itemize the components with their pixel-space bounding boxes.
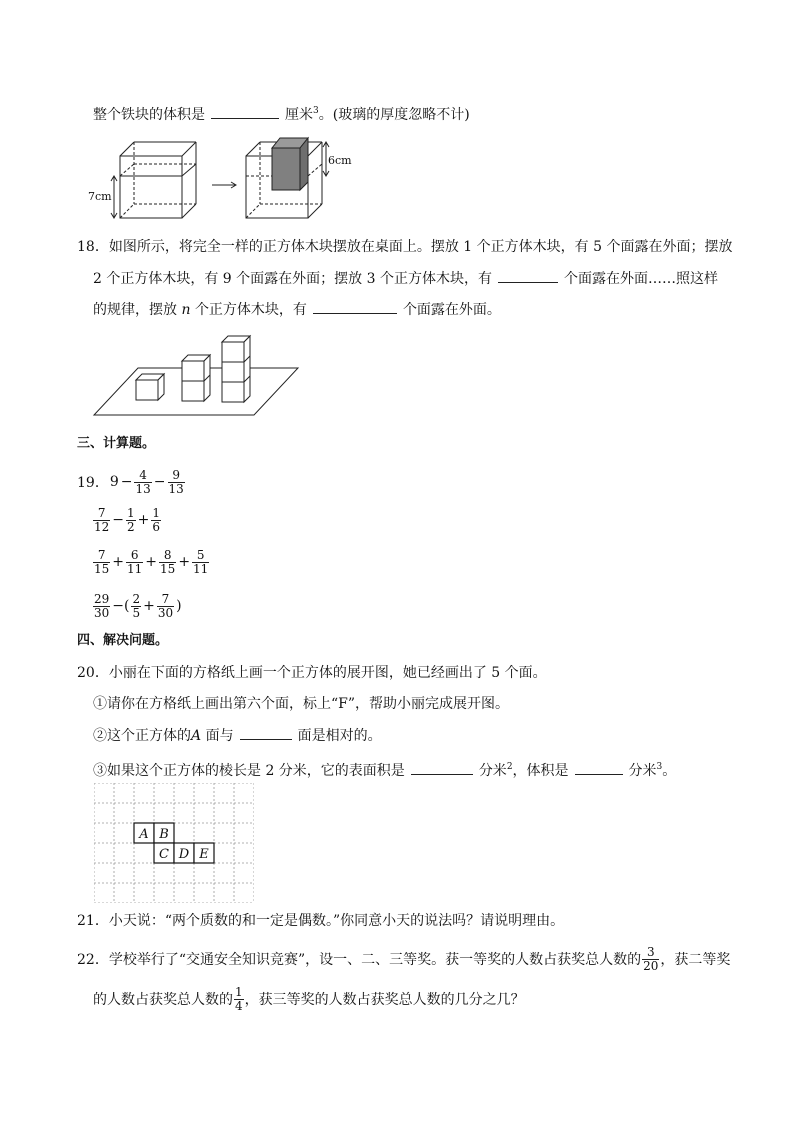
- q20-sub1: ①请你在方格纸上画出第六个面，标上“F”，帮助小丽完成展开图。: [93, 696, 510, 712]
- fraction: $\frac{5}{11}$: [193, 547, 209, 576]
- fraction: $\frac{6}{11}$: [127, 547, 143, 576]
- face-c-label: C: [159, 847, 169, 862]
- fraction: $\frac{7}{30}$: [157, 591, 174, 620]
- q17-prefix: 整个铁块的体积是: [93, 107, 205, 123]
- q22-line2: 的人数占获奖总人数的 $\frac{1}{4}$ ，获三等奖的人数占获奖总人数的几分之几？: [93, 984, 525, 1013]
- q21-text: 21．小天说：“两个质数的和一定是偶数。”你同意小天的说法吗？请说明理由。: [77, 913, 565, 929]
- q19-expr-4: $\frac{29}{30}$ −( $\frac{2}{5}$ + $\frac{7}{30}$ ): [94, 591, 182, 620]
- face-e-label: E: [199, 847, 209, 862]
- fraction: $\frac{4}{13}$: [135, 467, 151, 496]
- q20-answer-blank-1[interactable]: [240, 725, 292, 740]
- fraction: $\frac{3}{20}$: [643, 944, 659, 973]
- q18-answer-blank-2[interactable]: [313, 299, 397, 314]
- q20-sub2: ②这个正方体的A 面与 面是相对的。: [93, 725, 382, 746]
- fraction: $\frac{8}{15}$: [160, 547, 176, 576]
- q17-answer-blank[interactable]: [211, 104, 279, 119]
- label-6cm: 6cm: [328, 154, 352, 167]
- face-a-label: A: [139, 827, 149, 842]
- fraction: $\frac{2}{5}$: [132, 591, 141, 620]
- q19-expr-2: $\frac{7}{12}$ − $\frac{1}{2}$ + $\frac{1}{6}$: [94, 505, 161, 534]
- fraction: $\frac{1}{4}$: [235, 984, 243, 1013]
- face-d-label: D: [178, 847, 190, 862]
- q17-glass-cube-figure: [86, 136, 366, 224]
- fraction: $\frac{7}{15}$: [94, 547, 110, 576]
- face-b-label: B: [159, 827, 169, 842]
- q20-text: 20．小丽在下面的方格纸上画一个正方体的展开图，她已经画出了 5 个面。: [77, 665, 547, 681]
- q22-line1: 22． 学校举行了“交通安全知识竞赛”，设一、二、三等奖。获一等奖的人数占获奖总人数的 $\frac{3}{20}$ ，获二等奖: [77, 944, 731, 973]
- q20-answer-blank-2[interactable]: [411, 760, 473, 775]
- q18-line2: 2 个正方体木块，有 9 个面露在外面；摆放 3 个正方体木块，有 个面露在外面……照这样: [93, 268, 718, 289]
- q18-line3: 的规律，摆放 n 个正方体木块，有 个面露在外面。: [93, 299, 501, 320]
- q20-grid-paper[interactable]: [94, 783, 254, 903]
- q18-number: 18．: [77, 239, 109, 255]
- section-3-title: 三、计算题。: [77, 436, 156, 451]
- q18-answer-blank-1[interactable]: [498, 268, 558, 283]
- q19-expr-3: $\frac{7}{15}$ + $\frac{6}{11}$ + $\frac{8}{15}$ + $\frac{5}{11}$: [94, 547, 209, 576]
- section-4-title: 四、解决问题。: [77, 633, 169, 648]
- fraction: $\frac{9}{13}$: [168, 467, 184, 496]
- q18-line1: 18．如图所示，将完全一样的正方体木块摆放在桌面上。摆放 1 个正方体木块，有 5 个面露在外面；摆放: [77, 239, 733, 255]
- q18-cubes-figure: [92, 334, 302, 418]
- fraction: $\frac{29}{30}$: [94, 591, 110, 620]
- q17-volume-line: 整个铁块的体积是 厘米$^3$。(玻璃的厚度忽略不计): [93, 106, 470, 123]
- fraction: $\frac{7}{12}$: [94, 505, 110, 534]
- q20-answer-blank-3[interactable]: [575, 760, 623, 775]
- q20-sub3: ③如果这个正方体的棱长是 2 分米，它的表面积是 分米$^2$，体积是 分米$^3$。: [93, 762, 677, 779]
- fraction: $\frac{1}{2}$: [127, 505, 135, 534]
- q19-expr-1: 19． 9 − $\frac{4}{13}$ − $\frac{9}{13}$: [77, 467, 184, 496]
- fraction: $\frac{1}{6}$: [152, 505, 161, 534]
- label-7cm: 7cm: [88, 190, 112, 203]
